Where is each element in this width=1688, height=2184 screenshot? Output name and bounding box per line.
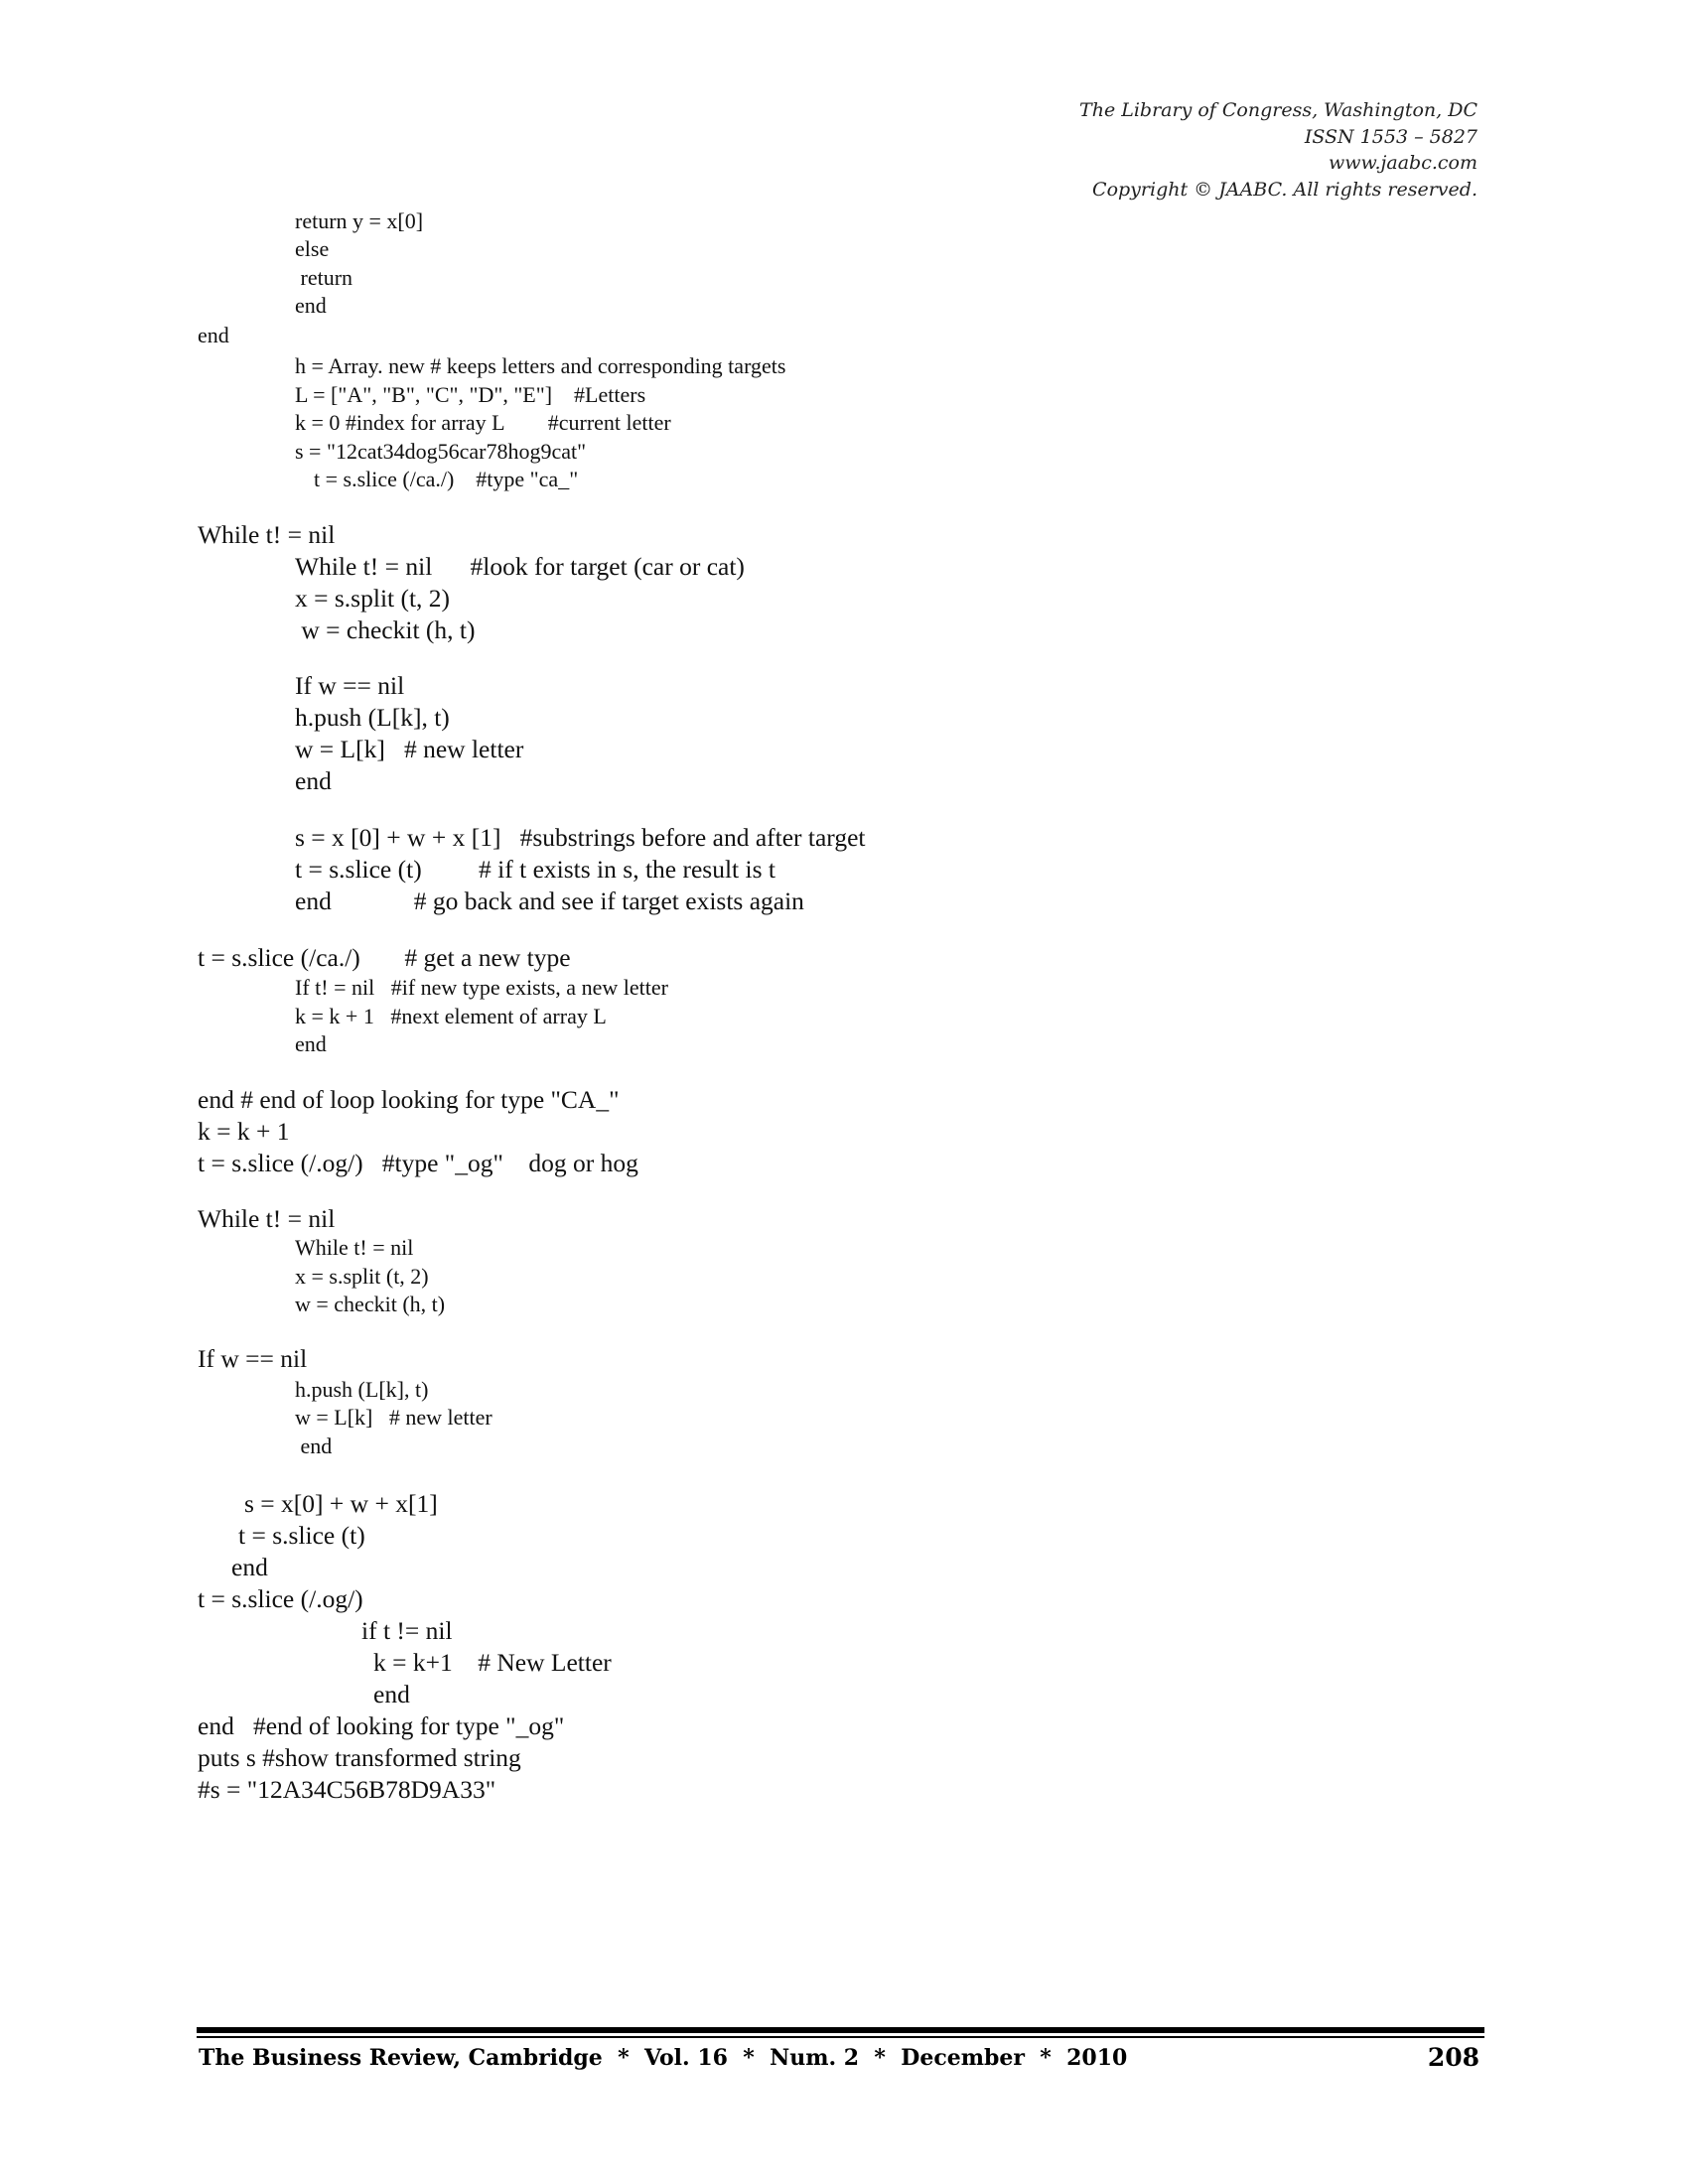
code-line: return y = x[0] — [295, 208, 424, 233]
code-line: While t! = nil — [198, 520, 336, 549]
page-number: 208 — [1427, 2043, 1479, 2072]
code-line: t = s.slice (/.og/) — [198, 1584, 363, 1613]
code-line: end — [295, 1031, 327, 1056]
code-line: h.push (L[k], t) — [295, 703, 450, 732]
code-line: s = x[0] + w + x[1] — [244, 1489, 438, 1518]
header-website: www.jaabc.com — [1328, 152, 1477, 174]
code-line: return — [295, 265, 353, 290]
code-line: t = s.slice (t) — [238, 1521, 365, 1550]
code-line: end — [373, 1680, 410, 1708]
code-line: k = k + 1 #next element of array L — [295, 1004, 607, 1028]
code-line: L = ["A", "B", "C", "D", "E"] #Letters — [295, 382, 646, 407]
code-line: s = "12cat34dog56car78hog9cat" — [295, 439, 587, 464]
code-line: t = s.slice (/ca./) # get a new type — [198, 943, 571, 972]
code-line: t = s.slice (t) # if t exists in s, the result is t — [295, 855, 775, 884]
code-line: end — [231, 1553, 268, 1581]
code-line: end # end of loop looking for type "CA_" — [198, 1085, 620, 1114]
code-line: end — [295, 1433, 333, 1458]
code-line: end # go back and see if target exists again — [295, 887, 804, 915]
code-line: end — [295, 766, 332, 795]
code-line: w = L[k] # new letter — [295, 1405, 492, 1430]
code-line: k = 0 #index for array L #current letter — [295, 410, 671, 435]
code-line: t = s.slice (/.og/) #type "_og" dog or hog — [198, 1149, 638, 1177]
code-line: end — [295, 293, 327, 318]
code-line: k = k+1 # New Letter — [373, 1648, 612, 1677]
code-line: k = k + 1 — [198, 1117, 290, 1146]
code-line: While t! = nil #look for target (car or cat) — [295, 552, 745, 581]
code-line: While t! = nil — [198, 1204, 336, 1233]
code-line: w = checkit (h, t) — [295, 1292, 446, 1316]
header-copyright: Copyright © JAABC. All rights reserved. — [1092, 178, 1477, 201]
code-line: puts s #show transformed string — [198, 1743, 521, 1772]
code-line: x = s.split (t, 2) — [295, 584, 451, 613]
header-library: The Library of Congress, Washington, DC — [1079, 99, 1477, 121]
code-line: If w == nil — [198, 1344, 308, 1373]
code-line: end #end of looking for type "_og" — [198, 1711, 565, 1740]
code-line: #s = "12A34C56B78D9A33" — [198, 1775, 496, 1804]
footer-rule — [197, 2027, 1484, 2033]
code-line: end — [198, 323, 229, 347]
code-line: s = x [0] + w + x [1] #substrings before and after target — [295, 823, 866, 852]
footer-journal-citation: The Business Review, Cambridge * Vol. 16 * Num. 2 * December * 2010 — [199, 2045, 1128, 2071]
code-line: t = s.slice (/ca./) #type "ca_" — [314, 467, 579, 491]
code-line: While t! = nil — [295, 1235, 414, 1260]
code-line: w = L[k] # new letter — [295, 735, 524, 763]
code-line: h = Array. new # keeps letters and corresponding targets — [295, 353, 786, 378]
code-line: w = checkit (h, t) — [295, 615, 476, 644]
code-line: x = s.split (t, 2) — [295, 1264, 429, 1289]
code-line: h.push (L[k], t) — [295, 1377, 429, 1402]
header-issn: ISSN 1553 – 5827 — [1304, 125, 1477, 148]
code-line: If w == nil — [295, 671, 405, 700]
code-line: else — [295, 236, 330, 261]
code-line: if t != nil — [361, 1616, 453, 1645]
footer-rule-thin — [197, 2036, 1484, 2038]
code-line: If t! = nil #if new type exists, a new letter — [295, 975, 668, 1000]
